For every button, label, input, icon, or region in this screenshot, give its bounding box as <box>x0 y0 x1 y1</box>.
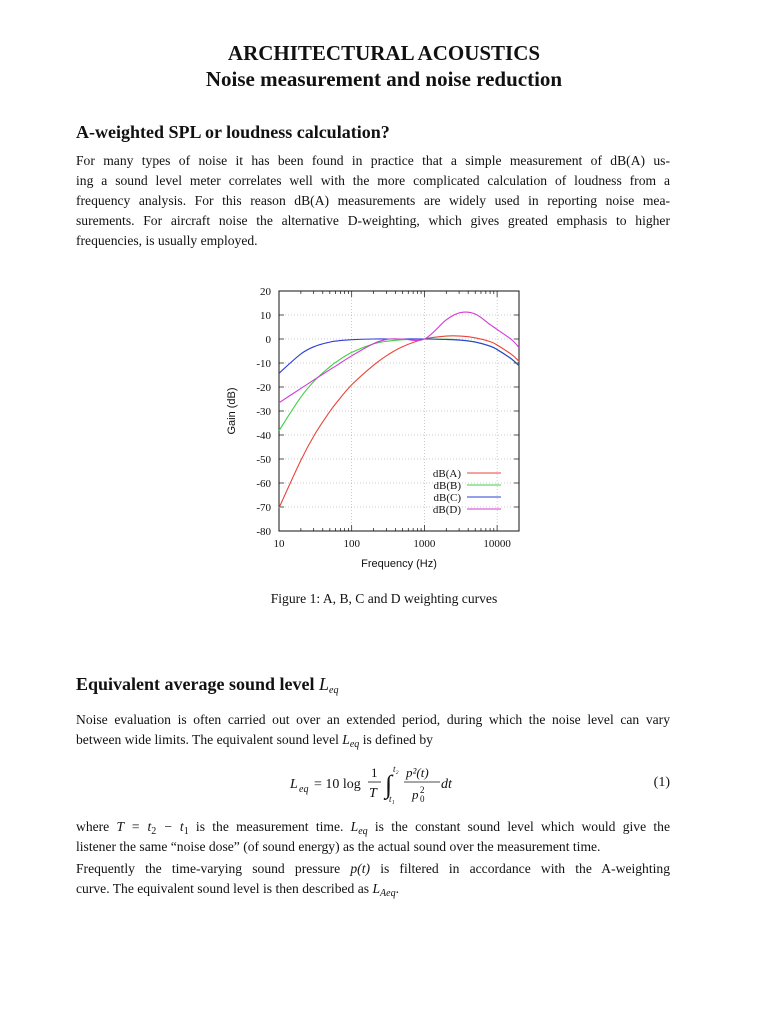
x-tick-label: 1000 <box>413 538 436 550</box>
legend-label: dB(A) <box>432 468 461 480</box>
x-tick-label: 10 <box>273 538 285 550</box>
para-line: frequency analysis. For this reason dB(A) measurements are widely used in reporting noise mea- <box>76 193 670 208</box>
y-tick-label: -40 <box>256 430 271 442</box>
series-line-dbc <box>279 339 519 373</box>
y-tick-label: 0 <box>265 334 271 346</box>
svg-text:2: 2 <box>420 785 425 795</box>
text-run: where <box>76 819 117 834</box>
svg-text:= 10 log: = 10 log <box>314 777 361 792</box>
para-line <box>76 730 670 750</box>
y-tick-label: -80 <box>256 526 271 538</box>
y-axis-label: Gain (dB) <box>226 387 238 435</box>
y-tick-label: 20 <box>260 286 271 298</box>
figure-caption: Figure 1: A, B, C and D weighting curves <box>270 591 498 606</box>
symbol-eq: eq <box>349 739 360 750</box>
text-run: Frequently the time-varying sound pressure <box>76 861 351 876</box>
y-tick-label: -70 <box>256 502 271 514</box>
legend-label: dB(B) <box>433 480 461 492</box>
symbol-t: − t <box>156 819 184 834</box>
document-title: ARCHITECTURAL ACOUSTICS <box>227 41 541 65</box>
para-line <box>76 817 670 837</box>
section-heading-aweighted: A-weighted SPL or loudness calculation? <box>76 122 390 142</box>
document-subtitle: Noise measurement and noise reduction <box>205 67 563 91</box>
y-tick-label: -50 <box>256 454 271 466</box>
svg-text:1: 1 <box>371 765 378 780</box>
svg-text:t₂: t₂ <box>393 764 399 774</box>
legend-label: dB(C) <box>433 492 461 504</box>
text-run: between wide limits. The equivalent sound level <box>76 732 343 747</box>
x-axis-label: Frequency (Hz) <box>361 558 437 570</box>
x-tick-label: 10000 <box>483 538 511 550</box>
para-line: listener the same “noise dose” (of sound energy) as the actual sound over the measurement time. <box>76 839 601 854</box>
y-tick-label: 10 <box>260 310 271 322</box>
text-run: is filtered in accordance with the A-weighting <box>370 861 670 876</box>
legend-label: dB(D) <box>432 504 461 516</box>
text-run: is the measurement time. <box>188 819 351 834</box>
y-tick-label: -20 <box>256 382 271 394</box>
text-run: is defined by <box>359 732 433 747</box>
series-line-dbb <box>279 339 519 431</box>
heading-subscript: eq <box>329 685 339 696</box>
section2-paragraph1 <box>76 710 670 750</box>
subscript: 2 <box>151 826 157 837</box>
section-heading-leq <box>76 673 338 695</box>
symbol-Aeq: Aeq <box>380 888 396 899</box>
series-line-dbd <box>279 312 519 403</box>
text-run: is the constant sound level which would give the <box>367 819 670 834</box>
section2-paragraph2 <box>76 817 670 857</box>
symbol-pt: p(t) <box>350 861 371 876</box>
equation-number: (1) <box>653 775 670 790</box>
para-line: ing a sound level meter correlates well with the more complicated calculation of loudness from a <box>76 173 670 188</box>
para-line: surements. For aircraft noise the alternative D-weighting, which gives greated emphasis to higher <box>76 213 670 228</box>
section1-paragraph <box>76 151 670 251</box>
heading-text: Equivalent average sound level <box>76 674 320 694</box>
y-tick-label: -60 <box>256 478 271 490</box>
para-line <box>76 879 670 899</box>
svg-text:dt: dt <box>441 777 452 792</box>
svg-text:T: T <box>369 786 377 801</box>
svg-text:L: L <box>290 777 298 792</box>
svg-text:t₁: t₁ <box>389 794 395 804</box>
para-line: For many types of noise it has been found in practice that a simple measurement of dB(A) us- <box>76 153 670 168</box>
symbol-L: L <box>350 819 359 834</box>
text-run: . <box>395 881 399 896</box>
heading-symbol: L <box>319 674 330 694</box>
svg-text:∫: ∫ <box>385 770 393 799</box>
svg-text:p: p <box>412 787 419 802</box>
y-tick-label: -10 <box>256 358 271 370</box>
subscript: 1 <box>183 826 189 837</box>
section2-paragraph3 <box>76 859 670 899</box>
text-run: curve. The equivalent sound level is then described as <box>76 881 373 896</box>
svg-text:p²(t): p²(t) <box>406 765 429 780</box>
svg-text:0: 0 <box>420 794 425 804</box>
symbol-L: L <box>372 881 381 896</box>
symbol-eq: eq <box>358 826 368 837</box>
para-line: Noise evaluation is often carried out over an extended period, during which the noise level can vary <box>76 712 670 727</box>
series-line-dba <box>279 336 519 508</box>
y-tick-label: -30 <box>256 406 271 418</box>
x-tick-label: 100 <box>343 538 360 550</box>
symbol-L: L <box>342 732 350 747</box>
symbol-T: T = t <box>116 819 152 834</box>
para-line: frequencies, is usually employed. <box>76 233 258 248</box>
para-line <box>76 859 670 879</box>
svg-text:eq: eq <box>299 784 309 795</box>
weighting-curves-chart <box>222 280 532 580</box>
